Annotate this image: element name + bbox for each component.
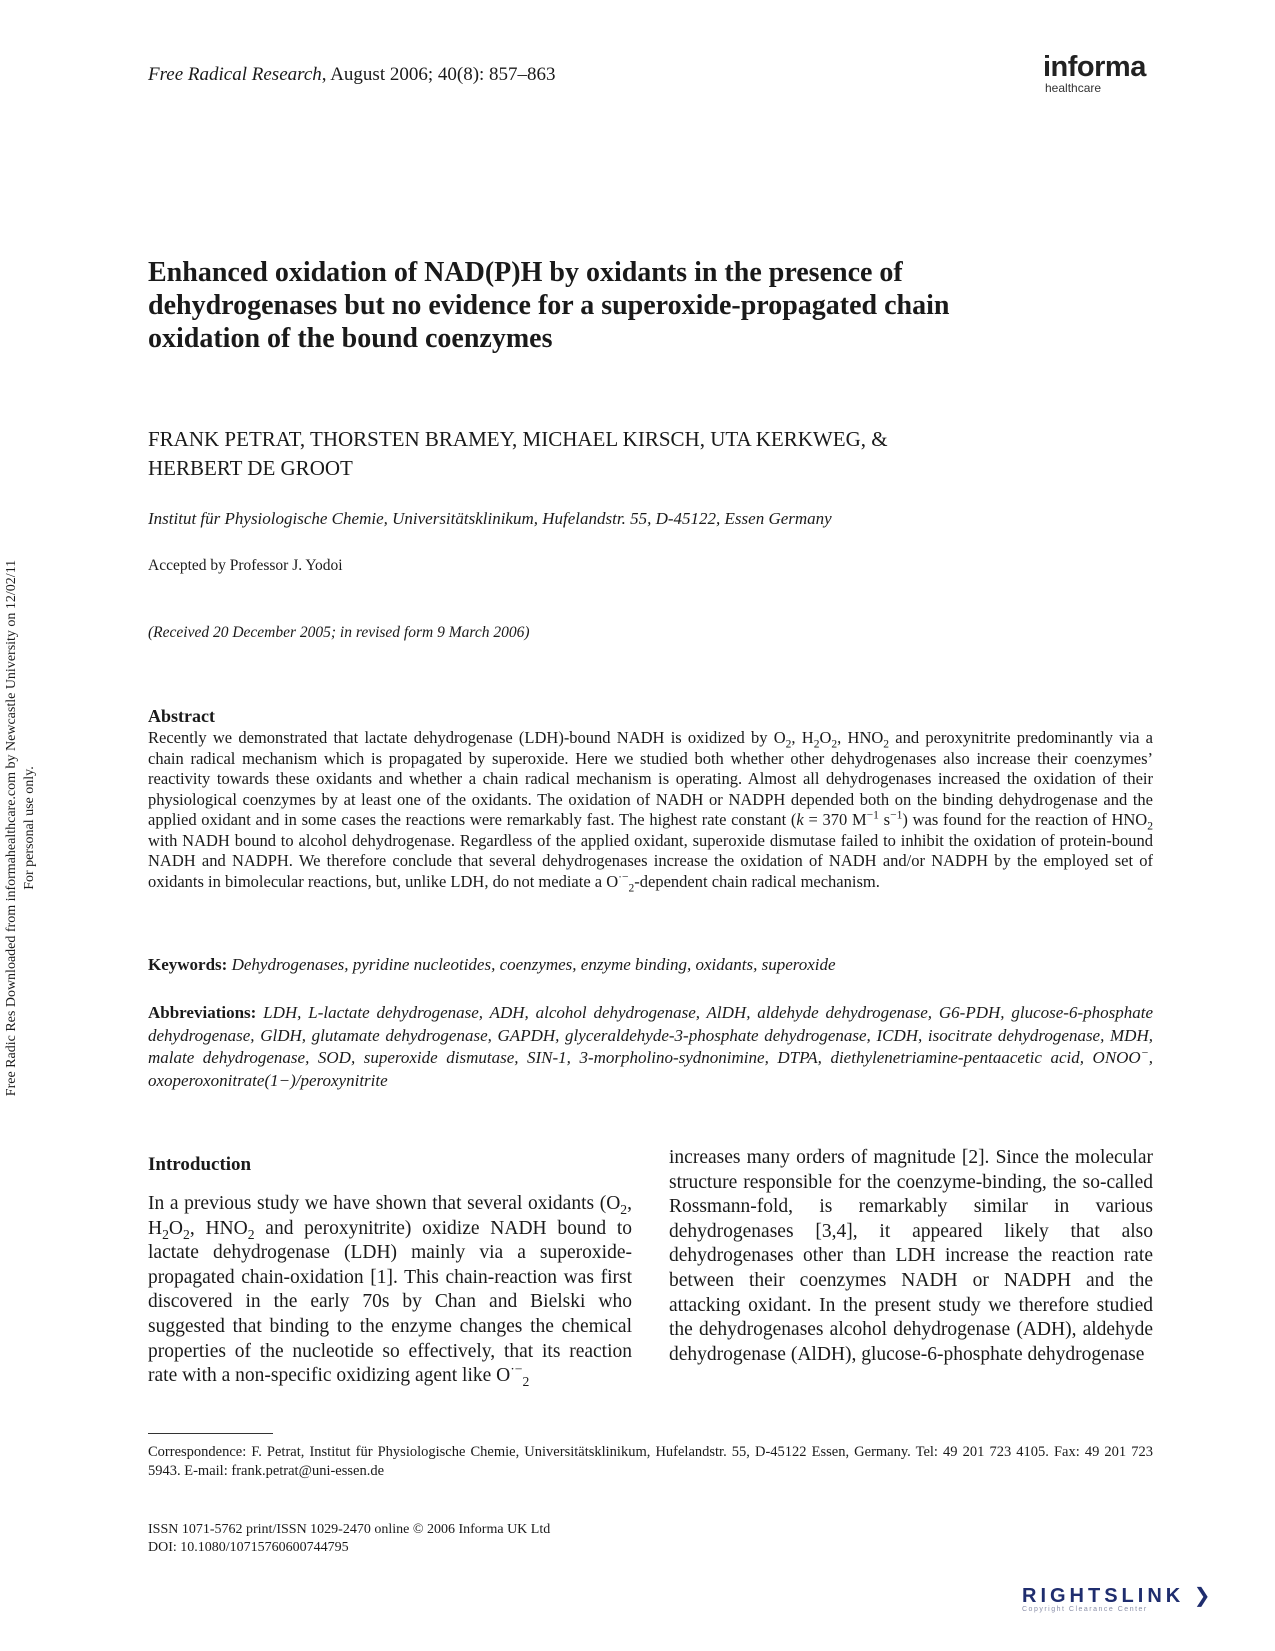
publisher-name: informa xyxy=(1043,51,1146,83)
introduction-heading: Introduction xyxy=(148,1154,252,1175)
rightslink-subtitle: Copyright Clearance Center xyxy=(1022,1606,1148,1613)
correspondence: Correspondence: F. Petrat, Institut für Physiologische Chemie, Universitätsklinikum, Hufelandstr. 55, D-45122 Essen, Germany. Tel: 49 201 723 4105. Fax: 49 201 723 5943. E-mail: frank.petrat@uni-essen.de xyxy=(148,1444,1153,1479)
abbreviations-label: Abbreviations: xyxy=(148,1003,257,1022)
issn-doi xyxy=(148,1521,550,1557)
title-line: Enhanced oxidation of NAD(P)H by oxidants in the presence of xyxy=(148,257,903,288)
title-line: dehydrogenases but no evidence for a superoxide-propagated chain xyxy=(148,290,950,321)
doi: DOI: 10.1080/10715760600744795 xyxy=(148,1540,349,1555)
download-note-line2: For personal use only. xyxy=(22,766,37,890)
rightslink-arrow-icon: ❯ xyxy=(1193,1585,1215,1607)
download-note xyxy=(3,518,39,1138)
abstract-heading: Abstract xyxy=(148,706,215,726)
journal-citation xyxy=(148,64,556,86)
accepted-by: Accepted by Professor J. Yodoi xyxy=(148,557,343,574)
introduction-column-1: In a previous study we have shown that several oxidants ($O_2$, $H_2O_2$, $HNO_2$ and peroxynitrite) oxidize NADH bound to lactate dehydrogenase (LDH) mainly via a superoxide-propagated chain-oxidation [1]. This chain-reaction was first discovered in the early 70s by Chan and Bielski who suggested that binding to the enzyme changes the chemical properties of the nucleotide so effectively, that its reaction rate with a non-specific oxidizing agent like $O^{\cdot-}_2$ xyxy=(148,1193,633,1390)
rightslink-text: RIGHTSLINK xyxy=(1022,1585,1185,1607)
abbreviations xyxy=(148,1002,1153,1092)
abstract-body: Recently we demonstrated that lactate dehydrogenase (LDH)-bound NADH is oxidized by $O_2$, $H_2O_2$, $HNO_2$ and peroxynitrite predominantly via a chain radical mechanism which is propagated by superoxide. Here we studied both whether other dehydrogenases also increase their coenzymes’ reactivity towards these oxidants and whether a chain radical mechanism is operating. Almost all dehydrogenases increased the oxidation of their physiological coenzymes by at least one of the oxidants. The oxidation of NADH or NADPH depended both on the binding dehydrogenase and the applied oxidant and in some cases the reactions were remarkably fast. The highest rate constant (k = 370 $M^{-1}$ $s^{-1}$) was found for the reaction of $HNO_2$ with NADH bound to alcohol dehydrogenase. Regardless of the applied oxidant, superoxide dismutase failed to inhibit the oxidation of protein-bound NADH and NADPH. We therefore conclude that several dehydrogenases increase the oxidation of NADH and/or NADPH by the employed set of oxidants in bimolecular reactions, but, unlike LDH, do not mediate a $O^{\cdot-}_2$-dependent chain radical mechanism. xyxy=(148,728,1153,894)
keywords xyxy=(148,955,1153,975)
article-title xyxy=(148,256,1128,355)
received-dates: (Received 20 December 2005; in revised form 9 March 2006) xyxy=(148,624,530,641)
download-note-line1: Free Radic Res Downloaded from informahealthcare.com by Newcastle University on 12/02/11 xyxy=(4,559,19,1097)
authors xyxy=(148,425,1128,483)
introduction-column-2: increases many orders of magnitude [2]. Since the molecular structure responsible for the coenzyme-binding, the so-called Rossmann-fold, is remarkably similar in various dehydrogenases [3,4], it appeared likely that also dehydrogenases other than LDH increase the reaction rate between their coenzymes NADH or NADPH and the attacking oxidant. In the present study we therefore studied the dehydrogenases alcohol dehydrogenase (ADH), aldehyde dehydrogenase (AlDH), glucose-6-phosphate dehydrogenase xyxy=(669,1147,1153,1365)
publisher-logo xyxy=(1043,52,1153,95)
publisher-subname: healthcare xyxy=(1045,81,1102,95)
keywords-label: Keywords: xyxy=(148,955,228,974)
title-line: oxidation of the bound coenzymes xyxy=(148,323,553,354)
footnote-rule xyxy=(148,1433,273,1434)
authors-line: FRANK PETRAT, THORSTEN BRAMEY, MICHAEL KIRSCH, UTA KERKWEG, & xyxy=(148,427,888,451)
rightslink-logo xyxy=(1022,1583,1215,1613)
issn: ISSN 1071-5762 print/ISSN 1029-2470 online © 2006 Informa UK Ltd xyxy=(148,1522,551,1537)
abbreviations-text: LDH, L-lactate dehydrogenase, ADH, alcohol dehydrogenase, AlDH, aldehyde dehydrogenase, G6-PDH, glucose-6-phosphate dehydrogenase, GlDH, glutamate dehydrogenase, GAPDH, glyceraldehyde-3-phosphate dehydrogenase, ICDH, isocitrate dehydrogenase, MDH, malate dehydrogenase, SOD, superoxide dismutase, SIN-1, 3-morpholino-sydnonimine, DTPA, diethylenetriamine-pentaacetic acid, ONOO−, oxoperoxonitrate(1−)/peroxynitrite xyxy=(148,1003,1153,1090)
authors-line: HERBERT DE GROOT xyxy=(148,456,353,480)
affiliation: Institut für Physiologische Chemie, Universitätsklinikum, Hufelandstr. 55, D-45122, Essen Germany xyxy=(148,509,832,528)
journal-issue: , August 2006; 40(8): 857–863 xyxy=(321,64,556,85)
journal-name: Free Radical Research xyxy=(148,64,322,85)
keywords-text: Dehydrogenases, pyridine nucleotides, coenzymes, enzyme binding, oxidants, superoxide xyxy=(231,955,836,974)
